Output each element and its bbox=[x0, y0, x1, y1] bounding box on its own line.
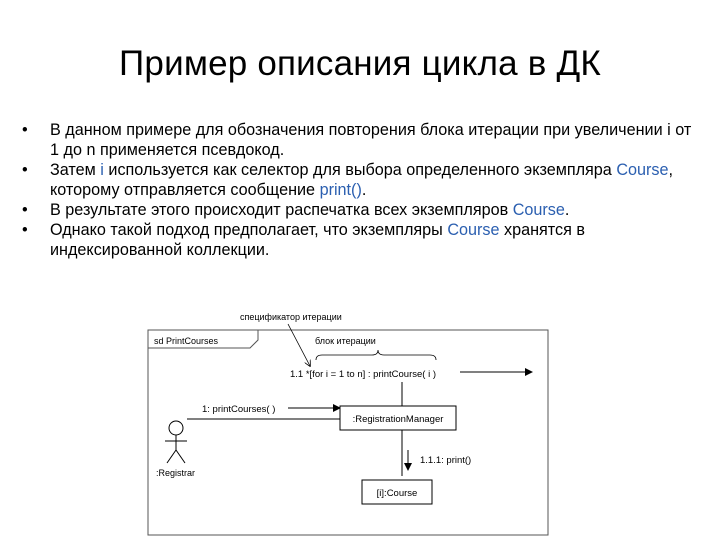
highlight-print: print() bbox=[319, 181, 362, 199]
actor-message: 1: printCourses( ) bbox=[202, 404, 276, 415]
loop-message: 1.1 *[for i = 1 to n] : printCourse( i ) bbox=[290, 369, 436, 380]
bullet-text: В результате этого происходит распечатка всех экземпляров bbox=[50, 201, 513, 219]
bullet-text: используется как селектор для выбора определенного экземпляра bbox=[103, 161, 617, 179]
bullet-list bbox=[22, 120, 702, 260]
bullet-text: Затем bbox=[50, 161, 101, 179]
annotation-iteration-block: блок итерации bbox=[315, 336, 376, 346]
bullet-item bbox=[22, 160, 702, 200]
communication-diagram bbox=[140, 300, 560, 540]
bullet-text: хранятся в индексированной коллекции. bbox=[50, 221, 585, 259]
highlight-i: i bbox=[100, 161, 104, 179]
highlight-course: Course bbox=[447, 221, 500, 239]
bullet-item bbox=[22, 220, 702, 260]
bullet-text: Однако такой подход предполагает, что экземпляры bbox=[50, 221, 448, 239]
bullet-item bbox=[22, 200, 702, 220]
slide-title: Пример описания цикла в ДК bbox=[119, 44, 601, 83]
print-message: 1.1.1: print() bbox=[420, 455, 472, 466]
course-object-label: [i]:Course bbox=[376, 488, 418, 499]
annotation-iteration-specifier: спецификатор итерации bbox=[240, 312, 342, 322]
frame-label: sd PrintCourses bbox=[154, 336, 219, 346]
iteration-block-brace bbox=[316, 350, 436, 360]
bullet-dot-icon: • bbox=[22, 161, 28, 179]
diagram-frame bbox=[148, 330, 548, 535]
bullet-text: . bbox=[361, 181, 367, 199]
highlight-course: Course bbox=[616, 161, 669, 179]
manager-object-label: :RegistrationManager bbox=[352, 414, 444, 425]
bullet-dot-icon: • bbox=[22, 201, 28, 219]
bullet-item bbox=[22, 120, 702, 160]
bullet-text: . bbox=[564, 201, 570, 219]
actor-name: :Registrar bbox=[156, 468, 196, 478]
bullet-dot-icon: • bbox=[22, 221, 28, 239]
actor-leg-right bbox=[176, 450, 185, 463]
highlight-course: Course bbox=[512, 201, 565, 219]
bullet-text: , которому отправляется сообщение bbox=[50, 161, 673, 199]
bullet-dot-icon: • bbox=[22, 121, 28, 139]
bullet-text: В данном примере для обозначения повторения блока итерации при увеличении i от 1 до n применяется псевдокод. bbox=[50, 121, 692, 159]
actor-leg-left bbox=[167, 450, 176, 463]
actor-head-icon bbox=[169, 421, 183, 435]
